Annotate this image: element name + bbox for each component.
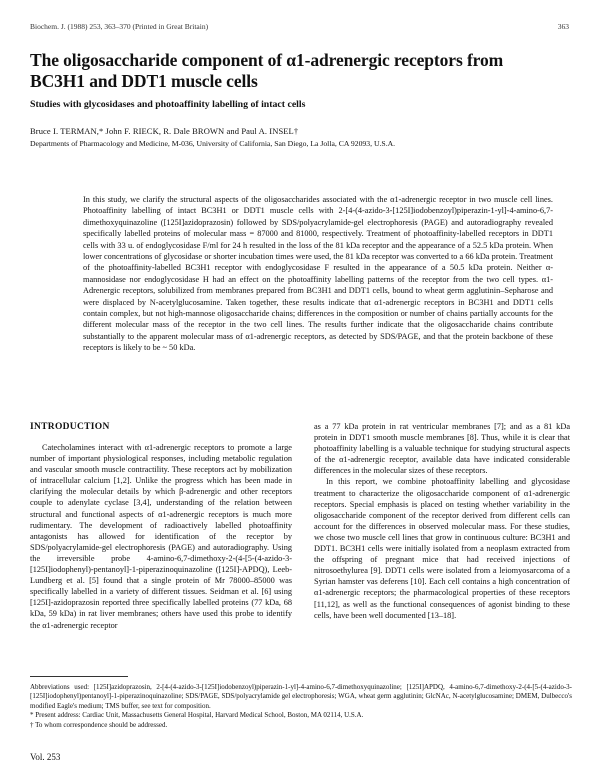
intro-right-column: [314, 421, 570, 621]
intro-paragraph-1: Catecholamines interact with α1-adrenergic receptors to promote a large number of important physiological responses, including metabolic regulation and vascular smooth muscle contractility. These receptors act by mobilization of intracellular calcium [1,2]. Unlike the progress which has been made in clarifying the molecular details by which β-adrenergic and other receptors couple to adenylate cyclase [3,4], understanding of the relation between structural and functional aspects of α1-adrenergic receptors is much more rudimentary. The development of radioactively labelled photoaffinity antagonists has allowed for identification of the receptor by SDS/polyacrylamide-gel electrophoresis (PAGE) and autoradiography. Using the irreversible probe 4-amino-6,7-dimethoxy-2-(4-[5-(4-azido-3-[125I]iodophenyl)-pentanoyl]-1-piperazinoquinazoline ([125I]-APDQ), Leeb-Lundberg et al. [5] found that a single protein of Mr 78000–85000 was specifically labelled in a variety of different tissues. Seidman et al. [6] using [125I]-azidoprazosin reported three specifically labelled proteins (77 kDa, 68 kDa, 59 kDa) in rat liver membranes; others have used this probe to identify the α1-adrenergic receptor: [30, 443, 292, 630]
affiliation: Departments of Pharmacology and Medicine, M-036, University of California, San Diego, La Jolla, CA 92093, U.S.A.: [30, 139, 396, 148]
title-line-2: BC3H1 and DDT1 muscle cells: [30, 71, 258, 91]
abbreviations-footnote: Abbreviations used: [125I]azidoprazosin, 2-[4-(4-azido-3-[125I]iodobenzoyl)piperazin-1-yl]-4-amino-6,7-dimethoxyquinazoline; [125I]APDQ, 4-amino-6,7-dimethoxy-2-(4-[5-(4-azido-3-[125I]iodophenyl)pentanoyl]-1-piperazinoquinazoline; SDS/PAGE, SDS/polyacrylamide gel electrophoresis; WGA, wheat germ agglutinin; GlcNAc, N-acetylglucosamine; DMEM, Dulbecco's modified Eagle's medium; TMS buffer, see text for composition.: [30, 683, 572, 710]
abstract: In this study, we clarify the structural aspects of the oligosaccharides associated with the α1-adrenergic receptor in two muscle cell lines. Photoaffinity labelling of intact BC3H1 or DDT1 muscle cells with 2-[4-(4-azido-3-[125I]iodobenzoyl)piperazin-1-yl]-4-amino-6,7-dimethoxyquinazoline ([125I]azidoprazosin) followed by SDS/polyacrylamide-gel electrophoresis (PAGE) and autoradiography revealed specifically labelled proteins of molecular mass = 87000 and 81000, respectively. Treatment of photoaffinity-labelled receptors in DDT1 cells with 33 u. of endoglycosidase F/ml for 24 h resulted in the loss of the 81 kDa receptor and the appearance of a 52.5 kDa protein. When lower concentrations of glycosidase or shorter incubation times were used, the 81 kDa receptor was converted to a 66 kDa protein. Treatment of the photoaffinity-labelled BC3H1 receptor with endoglycosidase F resulted in the appearance of a 50.5 kDa protein. Neither α-mannosidase nor endoglycosidase H had an effect on the photoaffinity labelling patterns of the receptor from the two cell types. α1-Adrenergic receptors, solubilized from membranes prepared from BC3H1 and DDT1 cells, bound to wheat germ agglutinin–Sepharose and were displaced by N-acetylglucosamine. Taken together, these results indicate that α1-adrenergic receptors in BC3H1 and DDT1 cells contain complex, but not high-mannose oligosaccharide chains; differences in the composition or number of chains partially accounts for the different molecular mass of the receptor in the two cell lines. The results further indicate that the oligosaccharide chains contribute substantially to the apparent molecular mass of α1-adrenergic receptors, as detected by SDS/PAGE, and that the protein backbone of these receptors is likely to be ~ 50 kDa.: [83, 195, 553, 353]
volume-label: Vol. 253: [30, 752, 61, 762]
correspondence-footnote: † To whom correspondence should be addressed.: [30, 720, 168, 729]
title-line-1: The oligosaccharide component of α1-adrenergic receptors from: [30, 50, 504, 70]
paper-subtitle: Studies with glycosidases and photoaffinity labelling of intact cells: [30, 99, 306, 110]
intro-paragraph-1-continued: as a 77 kDa protein in rat ventricular membranes [7]; and as a 81 kDa protein in DDT1 smooth muscle membranes [8]. Thus, while it is clear that photoaffinity labelling is a valuable technique for studying structural aspects of the α1-adrenergic receptor, available data have indicated considerable differences in the molecular sizes of these receptors.: [314, 422, 570, 476]
intro-paragraph-2: In this report, we combine photoaffinity labelling and glycosidase treatment to characterize the oligosaccharide component of α1-adrenergic receptors. Special emphasis is placed on testing whether variability in the oligosaccharide component of the receptor derived from different cells can account for the differences in observed molecular mass. For these studies, we chose two muscle cell lines that grow in continuous culture: BC3H1 and DDT1. BC3H1 cells were initially isolated from a neoplasm extracted from the offspring of pregnant mice that had received injections of nitrosoethylurea [9]. DDT1 cells were isolated from a leiomyosarcoma of a Syrian hamster vas deferens [10]. Each cell contains a high concentration of α1-adrenergic receptors; the pharmacological properties of these receptors [11,12], as well as the functional consequences of agonist binding to these cells, have been well documented [13–18].: [314, 477, 570, 620]
footnote-divider: [30, 676, 128, 677]
introduction-heading: INTRODUCTION: [30, 422, 110, 432]
page-number: 363: [557, 22, 569, 31]
present-address-footnote: * Present address: Cardiac Unit, Massachusetts General Hospital, Harvard Medical School, Boston, MA 02114, U.S.A.: [30, 711, 364, 720]
footnotes: [30, 683, 572, 730]
paper-title: [30, 50, 575, 92]
intro-left-column: [30, 442, 292, 631]
author-list: Bruce I. TERMAN,* John F. RIECK, R. Dale BROWN and Paul A. INSEL†: [30, 126, 299, 136]
journal-header: Biochem. J. (1988) 253, 363–370 (Printed in Great Britain): [30, 22, 209, 31]
